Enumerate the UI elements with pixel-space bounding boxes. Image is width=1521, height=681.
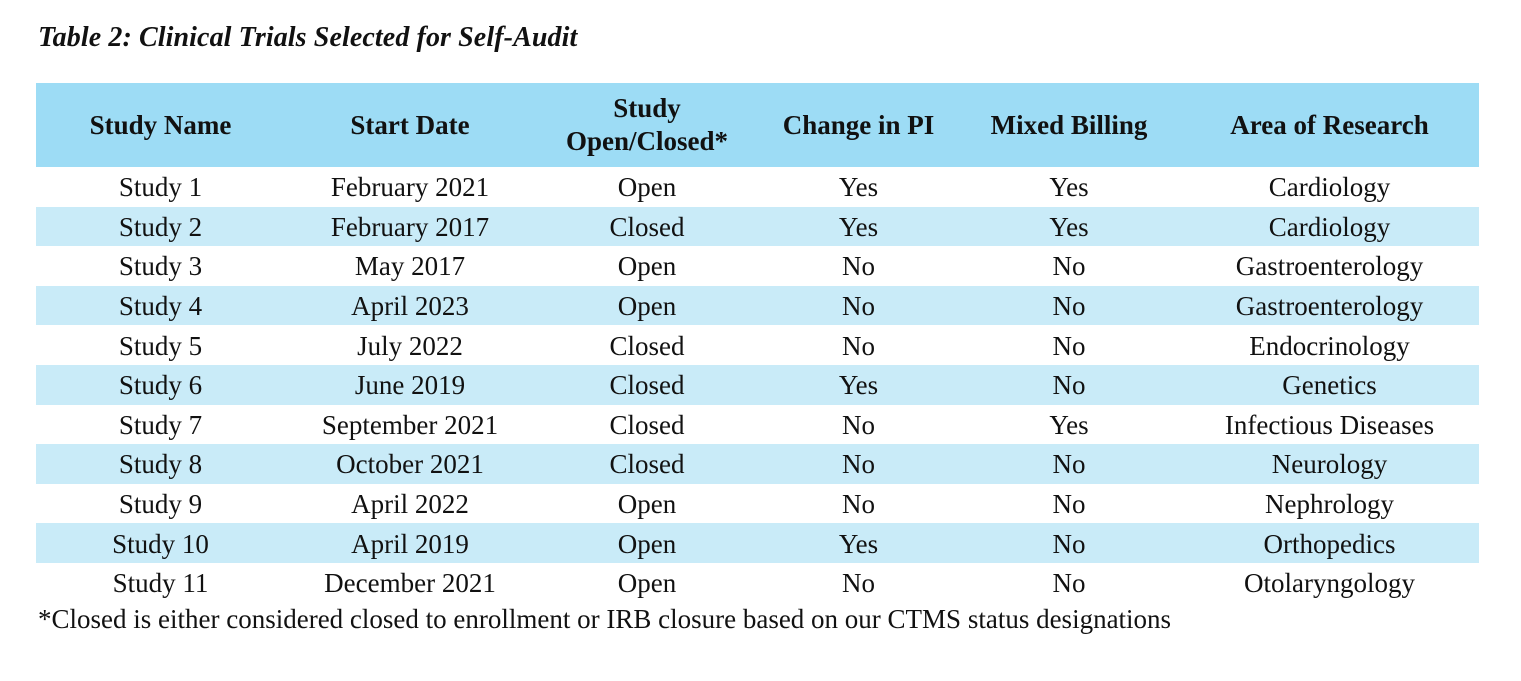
cell-mixed-billing: No bbox=[1052, 489, 1086, 520]
table-row bbox=[36, 167, 1479, 207]
cell-area-of-research: Infectious Diseases bbox=[1224, 409, 1435, 440]
cell-study-name: Study 1 bbox=[118, 172, 203, 203]
header-change-in-pi: Change in PI bbox=[782, 109, 935, 140]
cell-change-in-pi: Yes bbox=[838, 528, 879, 559]
cell-start-date: May 2017 bbox=[354, 251, 466, 282]
cell-open-closed: Closed bbox=[609, 330, 685, 361]
cell-area-of-research: Gastroenterology bbox=[1235, 291, 1424, 322]
cell-change-in-pi: No bbox=[842, 568, 875, 599]
header-start-date: Start Date bbox=[350, 109, 470, 140]
cell-start-date: April 2019 bbox=[351, 528, 469, 559]
table-row bbox=[36, 523, 1479, 563]
table-row bbox=[36, 563, 1479, 603]
cell-start-date: April 2022 bbox=[351, 489, 469, 520]
cell-mixed-billing: No bbox=[1052, 330, 1086, 361]
cell-mixed-billing: No bbox=[1052, 291, 1086, 322]
cell-change-in-pi: Yes bbox=[838, 172, 879, 203]
cell-mixed-billing: No bbox=[1052, 251, 1086, 282]
cell-start-date: July 2022 bbox=[357, 330, 463, 361]
cell-open-closed: Open bbox=[617, 172, 677, 203]
table-row bbox=[36, 286, 1479, 326]
header-open-closed bbox=[535, 83, 759, 167]
header-area-of-research: Area of Research bbox=[1230, 109, 1429, 140]
cell-study-name: Study 2 bbox=[118, 211, 203, 242]
cell-open-closed: Open bbox=[617, 568, 677, 599]
cell-study-name: Study 8 bbox=[118, 449, 203, 480]
cell-study-name: Study 11 bbox=[112, 568, 209, 599]
cell-mixed-billing: Yes bbox=[1049, 211, 1089, 242]
cell-area-of-research: Otolaryngology bbox=[1244, 568, 1415, 599]
cell-start-date: June 2019 bbox=[354, 370, 466, 401]
cell-area-of-research: Nephrology bbox=[1265, 489, 1394, 520]
cell-study-name: Study 5 bbox=[118, 330, 203, 361]
cell-start-date: December 2021 bbox=[324, 568, 496, 599]
cell-area-of-research: Cardiology bbox=[1268, 172, 1391, 203]
header-study-name: Study Name bbox=[89, 109, 232, 140]
header-open-closed-line2: Open/Closed* bbox=[565, 126, 729, 156]
cell-open-closed: Closed bbox=[609, 211, 685, 242]
table-caption: Table 2: Clinical Trials Selected for Self-Audit bbox=[38, 22, 578, 53]
table-row bbox=[36, 405, 1479, 445]
cell-mixed-billing: No bbox=[1052, 449, 1086, 480]
cell-area-of-research: Cardiology bbox=[1268, 211, 1391, 242]
table-row bbox=[36, 484, 1479, 524]
cell-start-date: October 2021 bbox=[336, 449, 484, 480]
cell-area-of-research: Neurology bbox=[1271, 449, 1388, 480]
cell-open-closed: Closed bbox=[609, 370, 685, 401]
table-header-row bbox=[36, 83, 1479, 167]
table-footnote: *Closed is either considered closed to enrollment or IRB closure based on our CTMS status designations bbox=[38, 604, 1172, 634]
cell-mixed-billing: No bbox=[1052, 370, 1086, 401]
table-row bbox=[36, 246, 1479, 286]
cell-change-in-pi: Yes bbox=[838, 370, 879, 401]
cell-study-name: Study 3 bbox=[118, 251, 203, 282]
cell-change-in-pi: No bbox=[842, 489, 875, 520]
cell-open-closed: Open bbox=[617, 528, 677, 559]
cell-study-name: Study 9 bbox=[118, 489, 203, 520]
header-mixed-billing: Mixed Billing bbox=[990, 109, 1148, 140]
cell-area-of-research: Orthopedics bbox=[1263, 528, 1396, 559]
cell-open-closed: Open bbox=[617, 251, 677, 282]
cell-mixed-billing: Yes bbox=[1049, 172, 1089, 203]
cell-start-date: February 2021 bbox=[330, 172, 490, 203]
cell-study-name: Study 10 bbox=[112, 528, 209, 559]
cell-start-date: September 2021 bbox=[321, 409, 499, 440]
cell-change-in-pi: No bbox=[842, 330, 875, 361]
table-row bbox=[36, 365, 1479, 405]
cell-open-closed: Open bbox=[617, 489, 677, 520]
cell-area-of-research: Gastroenterology bbox=[1235, 251, 1424, 282]
cell-study-name: Study 6 bbox=[118, 370, 203, 401]
cell-change-in-pi: No bbox=[842, 251, 875, 282]
cell-change-in-pi: Yes bbox=[838, 211, 879, 242]
cell-open-closed: Closed bbox=[609, 449, 685, 480]
cell-area-of-research: Genetics bbox=[1282, 370, 1377, 401]
table-row bbox=[36, 444, 1479, 484]
cell-open-closed: Closed bbox=[609, 409, 685, 440]
cell-mixed-billing: Yes bbox=[1049, 409, 1089, 440]
table-body bbox=[36, 167, 1479, 603]
cell-open-closed: Open bbox=[617, 291, 677, 322]
cell-mixed-billing: No bbox=[1052, 528, 1086, 559]
cell-start-date: February 2017 bbox=[330, 211, 490, 242]
cell-change-in-pi: No bbox=[842, 291, 875, 322]
clinical-trials-table bbox=[36, 83, 1479, 603]
cell-study-name: Study 7 bbox=[118, 409, 203, 440]
header-open-closed-line1: Study bbox=[613, 93, 681, 123]
cell-start-date: April 2023 bbox=[351, 291, 469, 322]
cell-change-in-pi: No bbox=[842, 409, 875, 440]
table-row bbox=[36, 207, 1479, 247]
cell-area-of-research: Endocrinology bbox=[1249, 330, 1410, 361]
table-row bbox=[36, 325, 1479, 365]
cell-study-name: Study 4 bbox=[118, 291, 203, 322]
cell-change-in-pi: No bbox=[842, 449, 875, 480]
cell-mixed-billing: No bbox=[1052, 568, 1086, 599]
